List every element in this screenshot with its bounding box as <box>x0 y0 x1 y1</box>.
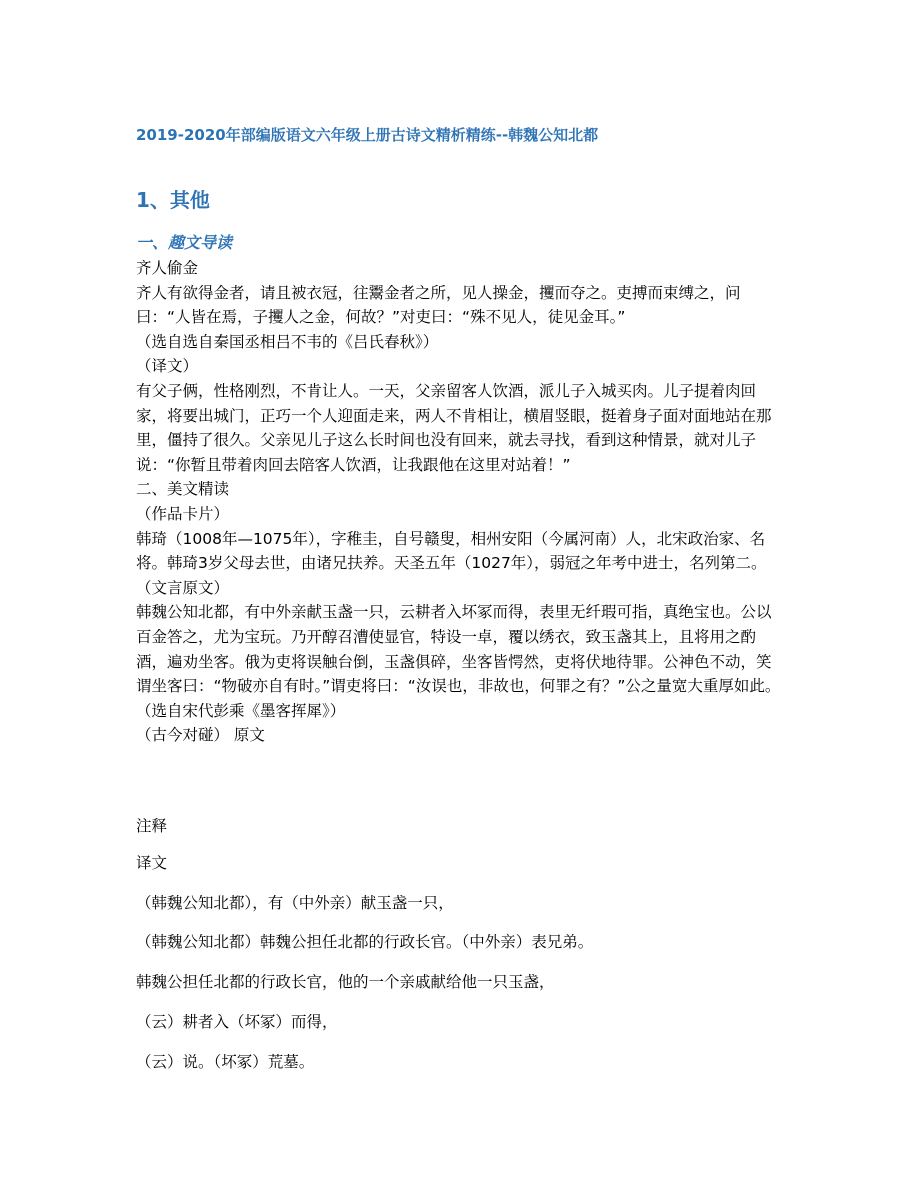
compare-line: 韩魏公担任北都的行政长官，他的一个亲戚献给他一只玉盏， <box>136 973 555 991</box>
original-text: 韩魏公知北都，有中外亲献玉盏一只，云耕者入坏冢而得，表里无纤瑕可指，真绝宝也。公以百金答之，尤为宝玩。乃开醇召漕使显官，特设一卓，覆以绣衣，致玉盏其上，且将用之酌酒，遍劝坐客。俄为吏将误触台倒，玉盏俱碎，坐客皆愕然，吏将伏地待罪。公神色不动，笑谓坐客曰：“物破亦自有时。”谓吏将曰：“汝误也，非故也，何罪之有？”公之量宽大重厚如此。 <box>136 603 781 696</box>
story-source: （选自选自秦国丞相吕不韦的《吕氏春秋》） <box>136 332 439 351</box>
story-text: 齐人有欲得金者，请且被衣冠，往鬻金者之所，见人操金，攫而夺之。吏搏而束缚之，问曰：“人皆在焉，子攫人之金，何故？”对吏曰：“殊不见人，徒见金耳。” <box>136 283 741 327</box>
translation-text: 有父子俩，性格刚烈，不肯让人。一天，父亲留客人饮酒，派儿子入城买肉。儿子提着肉回家，将要出城门，正巧一个人迎面走来，两人不肯相让，横眉竖眼，挺着身子面对面地站在那里，僵持了很久。父亲见儿子这么长时间也没有回来，就去寻找，看到这种情景，就对儿子说：“你暂且带着肉回去陪客人饮酒，让我跟他在这里对站着！” <box>136 381 772 474</box>
subheading-fun-reading: 一、趣文导读 <box>136 233 233 252</box>
document-title: 2019-2020年部编版语文六年级上册古诗文精析精练--韩魏公知北都 <box>136 126 599 144</box>
fun-reading-block <box>136 256 786 748</box>
translation-label: （译文） <box>136 357 199 376</box>
compare-line: （韩魏公知北都），有（中外亲）献玉盏一只， <box>136 894 454 912</box>
compare-line: （云）耕者入（坏冢）而得， <box>136 1013 338 1031</box>
compare-line: （云）说。（坏冢）荒墓。 <box>136 1053 315 1071</box>
compare-line: （韩魏公知北都）韩魏公担任北都的行政长官。（中外亲）表兄弟。 <box>136 933 594 951</box>
original-label: （文言原文） <box>136 578 230 597</box>
yiwen-label: 译文 <box>136 854 168 872</box>
original-source: （选自宋代彭乘《墨客挥犀》） <box>136 701 346 720</box>
notes-label: 注释 <box>136 817 168 835</box>
section-heading-other: 1、其他 <box>136 188 210 212</box>
story-title: 齐人偷金 <box>136 259 199 277</box>
card-text: 韩琦（1008年—1075年），字稚圭，自号赣叟，相州安阳（今属河南）人，北宋政治家、名将。韩琦3岁父母去世，由诸兄扶养。天圣五年（1027年），弱冠之年考中进士，名列第二。 <box>136 529 767 573</box>
section-heading-essay: 二、美文精读 <box>136 480 230 499</box>
compare-label: （古今对碰） 原文 <box>136 726 265 745</box>
card-label: （作品卡片） <box>136 504 230 523</box>
